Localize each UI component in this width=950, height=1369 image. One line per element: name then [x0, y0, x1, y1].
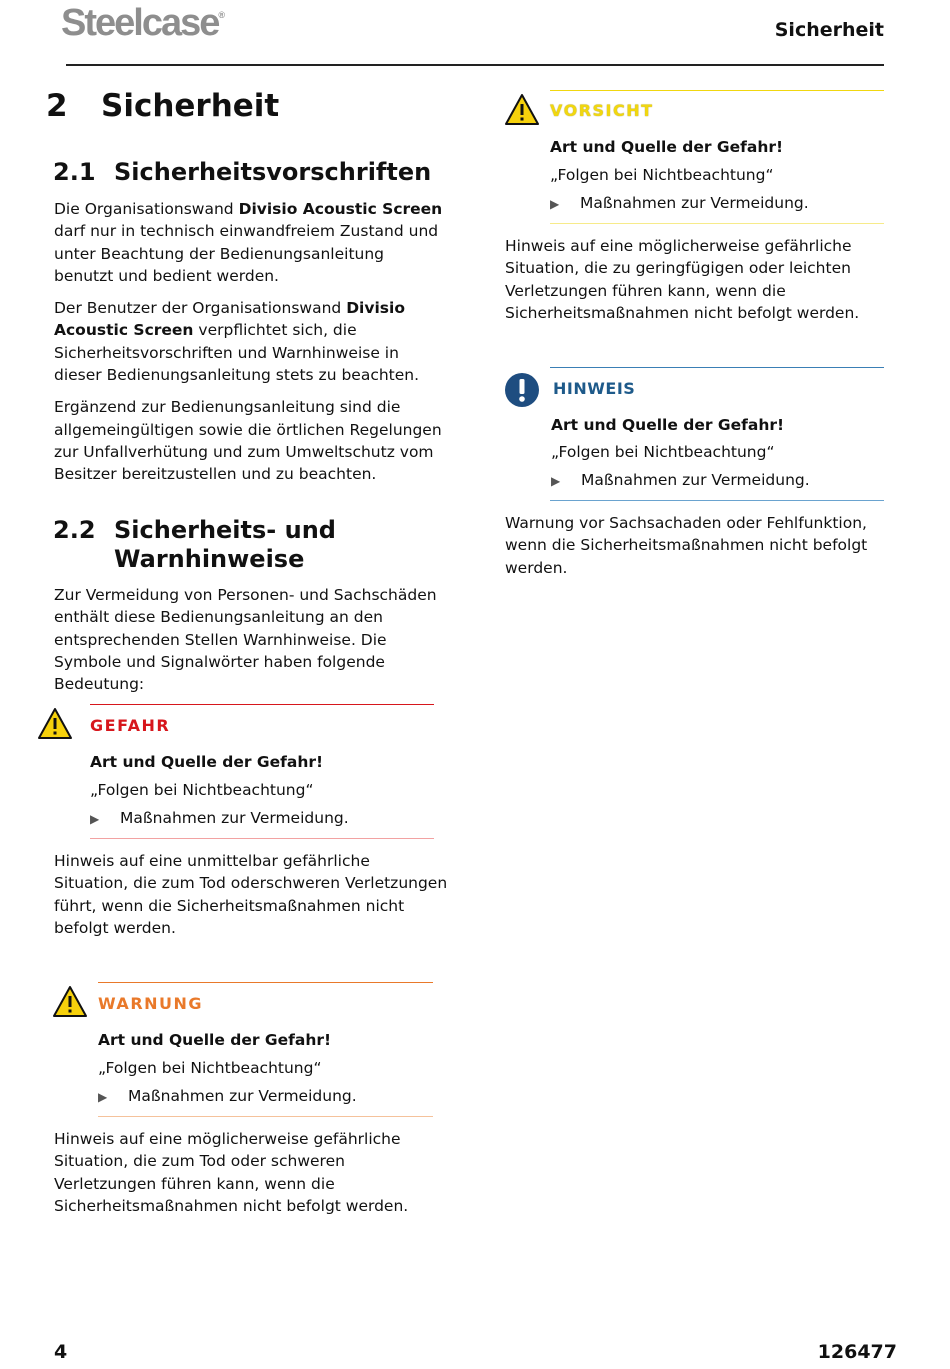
- chapter-title-text: Sicherheit: [101, 88, 280, 124]
- vorsicht-top-rule: [550, 90, 884, 91]
- vorsicht-bottom-rule: [550, 223, 884, 224]
- hinweis-bottom-rule: [550, 500, 884, 501]
- warning-triangle-icon: [37, 707, 73, 740]
- signal-word-gefahr: GEFAHR: [90, 716, 171, 735]
- vorsicht-description: [505, 235, 885, 324]
- signal-word-hinweis: HINWEIS: [553, 379, 636, 398]
- paragraph: Warnung vor Sachsachaden oder Fehlfunktion, wenn die Sicherheitsmaßnahmen nicht befolgt werden.: [505, 514, 868, 577]
- gefahr-bottom-rule: [90, 838, 434, 839]
- bullet-triangle-icon: ▶: [551, 474, 561, 488]
- page-number: 4: [54, 1341, 68, 1363]
- section-title: Sicherheits- und Warnhinweise: [114, 516, 336, 573]
- bullet-triangle-icon: ▶: [550, 197, 560, 211]
- hazard-measure: ▶ Maßnahmen zur Vermeidung.: [550, 194, 809, 212]
- section-number: 2.2: [53, 516, 96, 544]
- warnung-top-rule: [98, 982, 433, 983]
- hazard-consequence: „Folgen bei Nichtbeachtung“: [550, 166, 774, 184]
- hazard-heading: Art und Quelle der Gefahr!: [550, 138, 784, 156]
- paragraph: Zur Vermeidung von Personen- und Sachschäden enthält diese Bedienungsanleitung an den entsprechenden Stellen Warnhinweise. Die Symbole und Signalwörter haben folgende Bedeutung:: [54, 586, 437, 694]
- warnung-description: [54, 1128, 448, 1217]
- bullet-triangle-icon: ▶: [98, 1090, 108, 1104]
- paragraph: Hinweis auf eine möglicherweise gefährliche Situation, die zu geringfügigen oder leichten Verletzungen führen kann, wenn die Sicherheitsmaßnahmen nicht befolgt werden.: [505, 237, 860, 322]
- header-section-title: Sicherheit: [774, 19, 884, 41]
- gefahr-description: [54, 850, 448, 939]
- paragraph: Der Benutzer der Organisationswand Divisio Acoustic Screen verpflichtet sich, die Sicherheitsvorschriften und Warnhinweise in dieser Bedienungsanleitung stets zu beachten.: [54, 299, 420, 385]
- section-title: Sicherheitsvorschriften: [114, 158, 432, 186]
- hazard-measure: ▶ Maßnahmen zur Vermeidung.: [551, 471, 810, 489]
- paragraph: Ergänzend zur Bedienungsanleitung sind die allgemeingültigen sowie die örtlichen Regelungen zur Unfallverhütung und zum Umweltschutz vom Besitzer bereitzustellen und zu beachten.: [54, 398, 442, 484]
- gefahr-top-rule: [90, 704, 434, 705]
- signal-word-vorsicht: VORSICHT: [550, 101, 654, 120]
- warning-triangle-icon: [52, 985, 88, 1018]
- paragraph: Hinweis auf eine unmittelbar gefährliche Situation, die zum Tod oderschweren Verletzungen führt, wenn die Sicherheitsmaßnahmen nicht befolgt werden.: [54, 852, 448, 937]
- section-number: 2.1: [53, 158, 96, 186]
- section-2-1-heading: [53, 158, 431, 187]
- section-2-2-heading: [53, 516, 336, 574]
- paragraph: Die Organisationswand Divisio Acoustic Screen darf nur in technisch einwandfreiem Zustand und unter Beachtung der Bedienungsanleitung benutzt und bedient werden.: [54, 200, 443, 285]
- section-2-2-body: [54, 584, 448, 695]
- hinweis-description: [505, 512, 885, 579]
- chapter-title: [46, 88, 279, 124]
- hazard-measure: ▶ Maßnahmen zur Vermeidung.: [90, 809, 349, 827]
- steelcase-logo: Steelcase®: [61, 2, 226, 44]
- hazard-measure: ▶ Maßnahmen zur Vermeidung.: [98, 1087, 357, 1105]
- header-divider: [66, 64, 884, 66]
- hazard-consequence: „Folgen bei Nichtbeachtung“: [551, 443, 775, 461]
- hazard-consequence: „Folgen bei Nichtbeachtung“: [90, 781, 314, 799]
- warnung-bottom-rule: [98, 1116, 433, 1117]
- signal-word-warnung: WARNUNG: [98, 994, 204, 1013]
- hazard-heading: Art und Quelle der Gefahr!: [551, 416, 785, 434]
- document-number: 126477: [817, 1341, 897, 1363]
- hinweis-top-rule: [550, 367, 884, 368]
- warning-triangle-icon: [504, 93, 540, 126]
- section-2-1-body: [54, 198, 448, 486]
- bullet-triangle-icon: ▶: [90, 812, 100, 826]
- hazard-heading: Art und Quelle der Gefahr!: [90, 753, 324, 771]
- exclamation-circle-icon: [504, 372, 540, 408]
- chapter-number: 2: [46, 88, 68, 124]
- hazard-consequence: „Folgen bei Nichtbeachtung“: [98, 1059, 322, 1077]
- paragraph: Hinweis auf eine möglicherweise gefährliche Situation, die zum Tod oder schweren Verletzungen führen kann, wenn die Sicherheitsmaßnahmen nicht befolgt werden.: [54, 1130, 409, 1215]
- hazard-heading: Art und Quelle der Gefahr!: [98, 1031, 332, 1049]
